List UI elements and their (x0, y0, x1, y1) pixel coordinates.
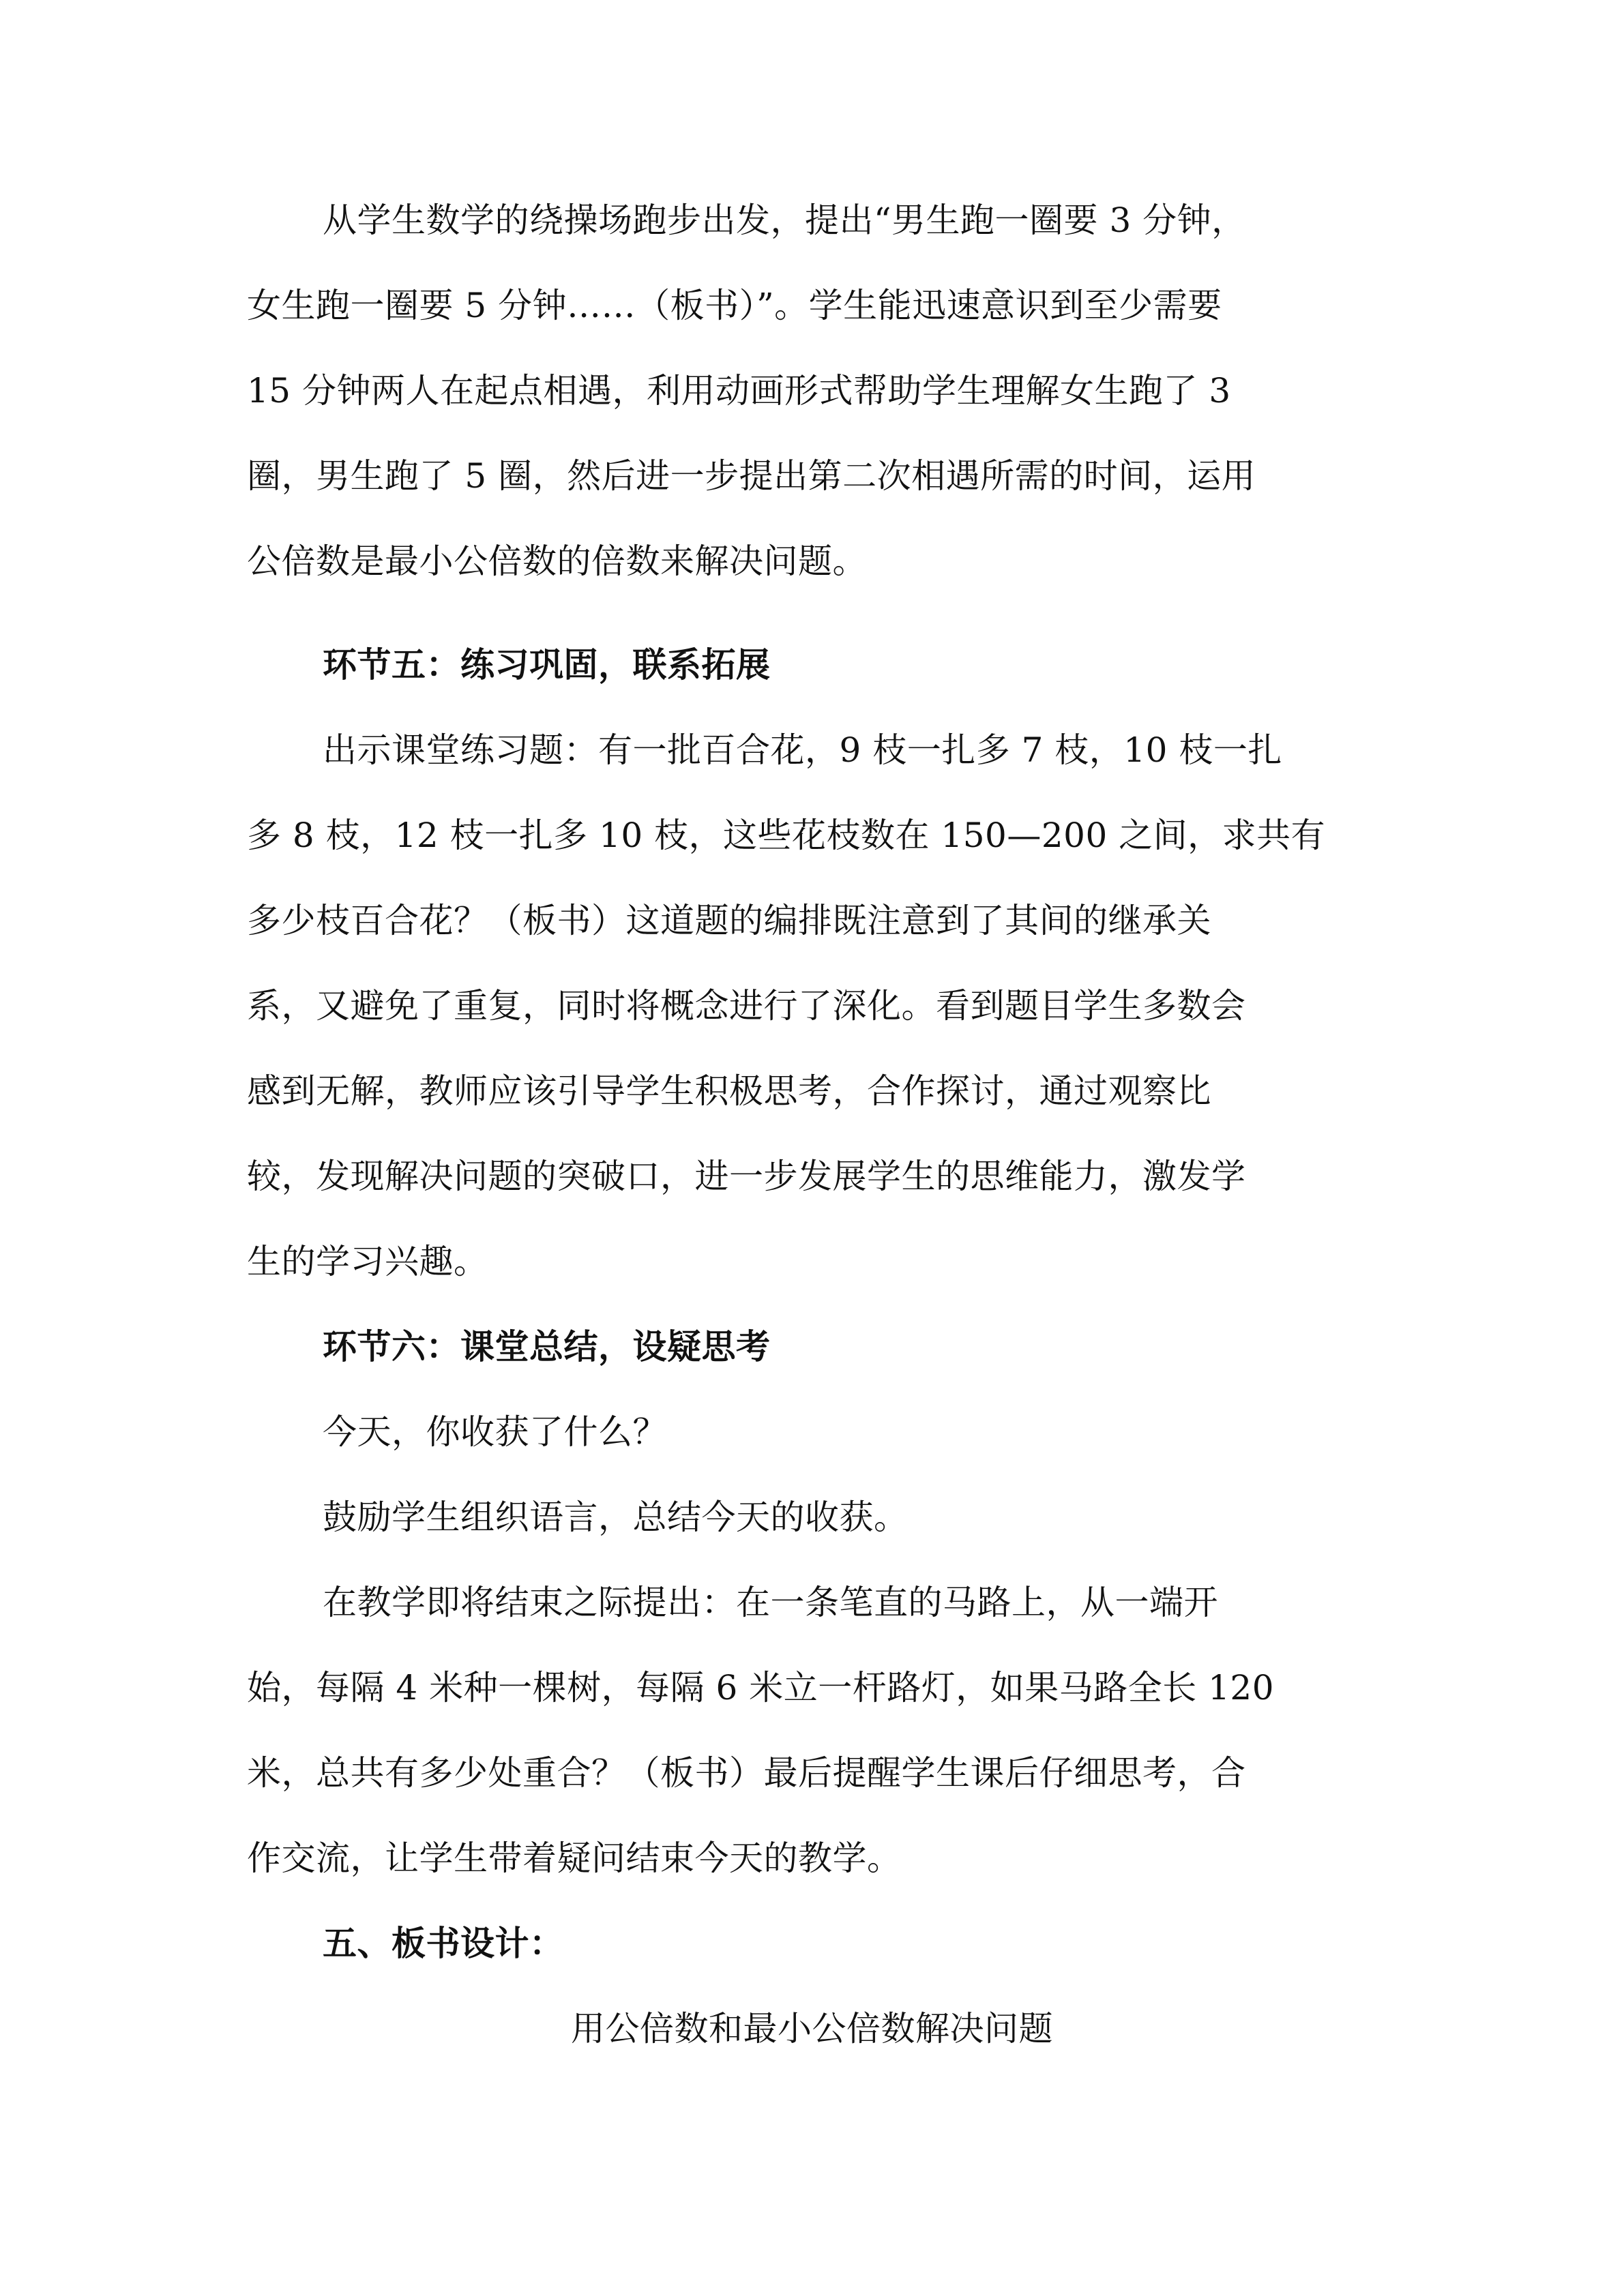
paragraph-line: 系，又避免了重复，同时将概念进行了深化。看到题目学生多数会 (247, 986, 1246, 1026)
paragraph-line: 在教学即将结束之际提出：在一条笔直的马路上，从一端开 (323, 1583, 1218, 1622)
paragraph-line: 米，总共有多少处重合？（板书）最后提醒学生课后仔细思考，合 (247, 1753, 1246, 1793)
paragraph-line: 圈，男生跑了 5 圈，然后进一步提出第二次相遇所需的时间，运用 (247, 456, 1256, 496)
section-heading: 环节六：课堂总结，设疑思考 (323, 1326, 771, 1367)
section-heading: 五、板书设计： (323, 1923, 564, 1963)
paragraph-line: 出示课堂练习题：有一批百合花，9 枝一扎多 7 枝，10 枝一扎 (323, 730, 1282, 770)
paragraph-line: 感到无解，教师应该引导学生积极思考，合作探讨，通过观察比 (247, 1071, 1211, 1111)
section-heading: 环节五：练习巩固，联系拓展 (323, 644, 771, 685)
paragraph-line: 始，每隔 4 米种一棵树，每隔 6 米立一杆路灯，如果马路全长 120 (247, 1668, 1275, 1708)
paragraph-line: 公倍数是最小公倍数的倍数来解决问题。 (247, 541, 867, 581)
paragraph-line: 15 分钟两人在起点相遇，利用动画形式帮助学生理解女生跑了 3 (247, 371, 1231, 411)
paragraph-line: 较，发现解决问题的突破口，进一步发展学生的思维能力，激发学 (247, 1157, 1246, 1196)
paragraph-line: 作交流，让学生带着疑问结束今天的教学。 (247, 1838, 902, 1878)
board-title: 用公倍数和最小公倍数解决问题 (571, 2009, 1053, 2048)
paragraph-line: 生的学习兴趣。 (247, 1242, 488, 1281)
paragraph-line: 女生跑一圈要 5 分钟……（板书）”。学生能迅速意识到至少需要 (247, 286, 1222, 325)
paragraph-line: 多 8 枝，12 枝一扎多 10 枝，这些花枝数在 150—200 之间，求共有 (247, 816, 1326, 855)
paragraph-line: 鼓励学生组织语言，总结今天的收获。 (323, 1497, 909, 1537)
paragraph-line: 今天，你收获了什么？ (323, 1412, 667, 1452)
paragraph-line: 多少枝百合花？（板书）这道题的编排既注意到了其间的继承关 (247, 901, 1211, 940)
paragraph-line: 从学生数学的绕操场跑步出发，提出“男生跑一圈要 3 分钟， (323, 200, 1246, 240)
